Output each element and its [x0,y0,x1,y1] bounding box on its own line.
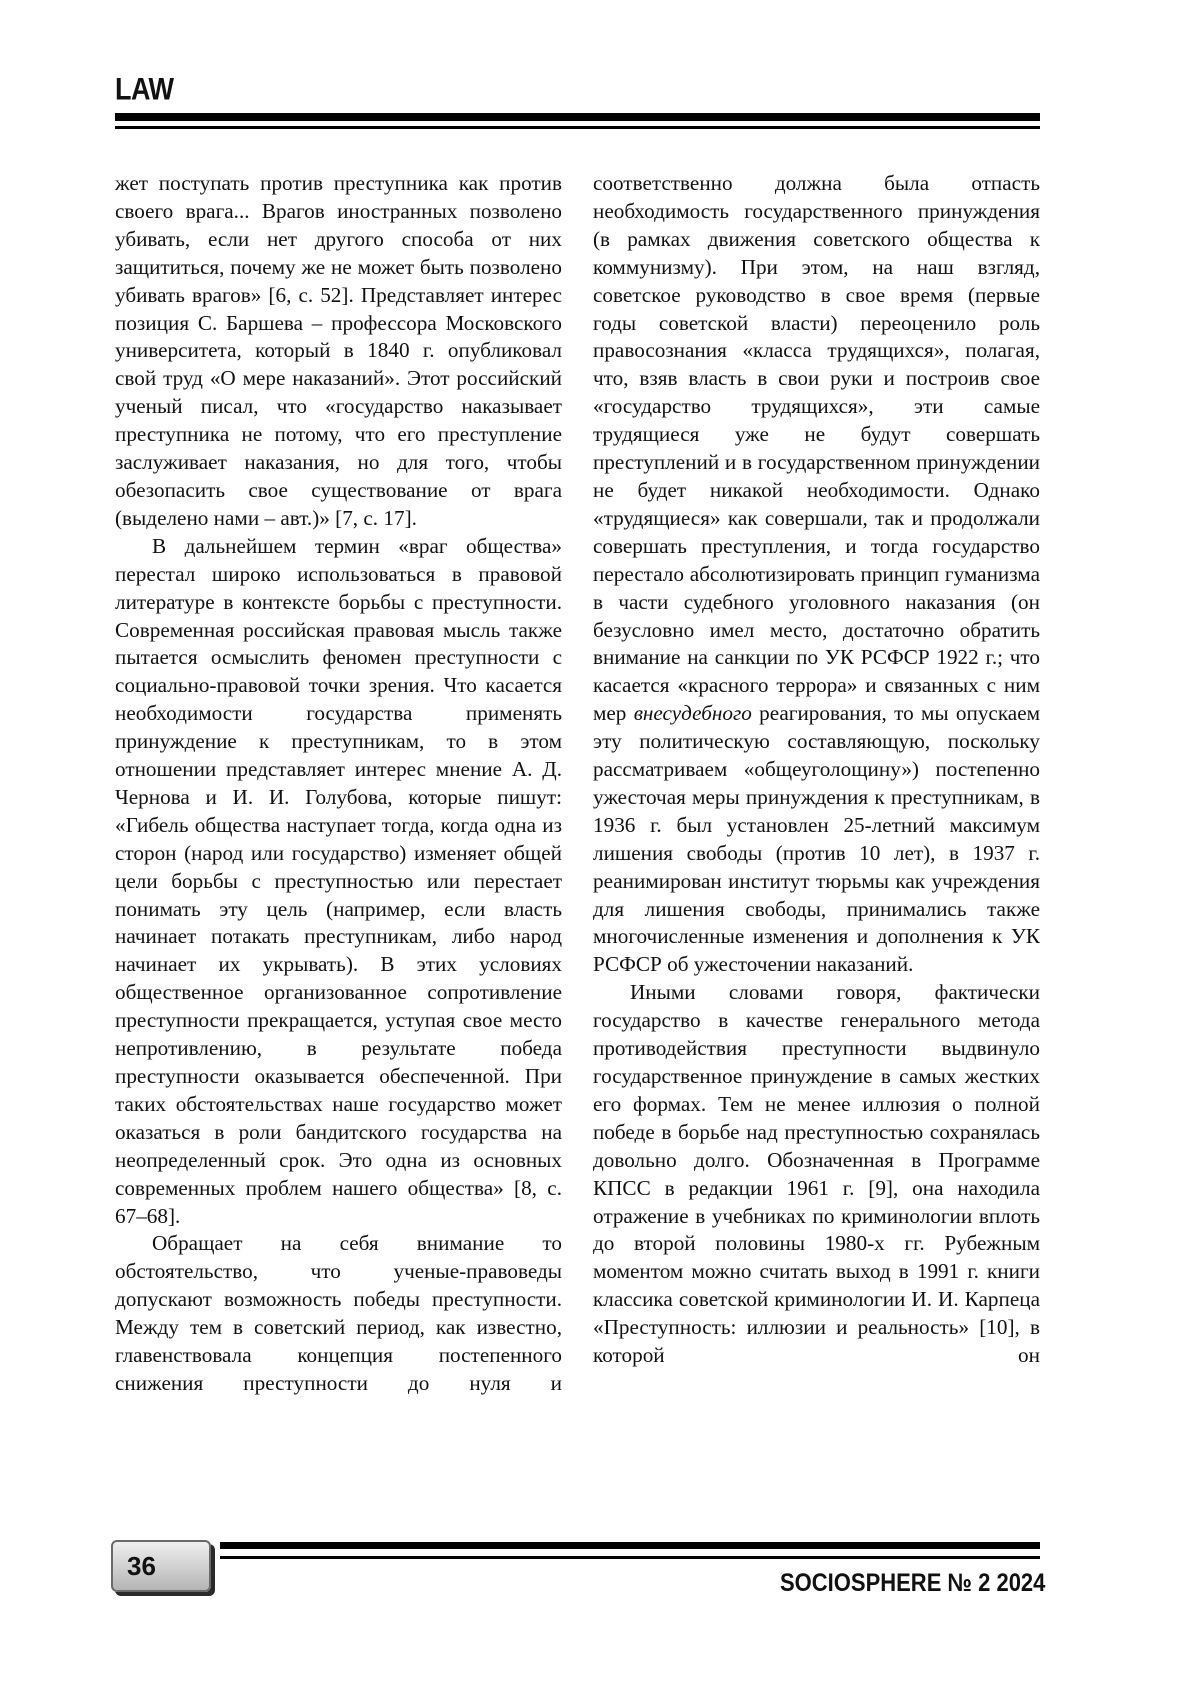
left-paragraph-1: жет поступать против преступника как против своего врага... Врагов иностранных позволено убивать, если нет другого способа от них защититься, почему же не может быть позволено убивать врагов» [6, с. 52]. Представляет интерес позиция С. Баршева – профессора Московского университета, который в 1840 г. опубликовал свой труд «О мере наказаний». Этот российский ученый писал, что «государство наказывает преступника не потому, что его преступление заслуживает наказания, но для того, чтобы обезопасить свое существование от врага (выделено нами – авт.)» [7, с. 17]. [115,171,562,530]
page-number-tab [111,1540,211,1592]
left-paragraph-3: Обращает на себя внимание то обстоятельство, что ученые-правоведы допускают возможность победы преступности. Между тем в советский период, как известно, главенствовала концепция постепенного снижения преступности до нуля и [115,1231,562,1395]
right-paragraph-2: Иными словами говоря, фактически государство в качестве генерального метода противодействия преступности выдвинуло государственное принуждение в самых жестких его формах. Тем не менее иллюзия о полной победе в борьбе над преступностью сохранялась довольно долго. Обозначенная в Программе КПСС в редакции 1961 г. [9], она находила отражение в учебниках по криминологии вплоть до второй половины 1980-х гг. Рубежным моментом можно считать выход в 1991 г. книги классика советской криминологии И. И. Карпеца «Преступность: иллюзии и реальность» [10], в которой он [593,980,1040,1368]
right-paragraph-1-part-b: реагирования, то мы опускаем эту политическую составляющую, поскольку рассматриваем «общеуголощину») постепенно ужесточая меры принуждения к преступникам, в 1936 г. был установлен 25-летний максимум лишения свободы (против 10 лет), в 1937 г. реанимирован институт тюрьмы как учреждения для лишения свободы, принимались также многочисленные изменения и дополнения к УК РСФСР об ужесточении наказаний. [593,701,1041,977]
right-paragraph-1-emphasis: внесудебного [633,701,752,726]
right-column [593,170,1040,1370]
header-rule-thin [115,126,1040,129]
header-rule-thick [115,113,1040,121]
left-paragraph-2: В дальнейшем термин «враг общества» перестал широко использоваться в правовой литературе в контексте борьбы с преступности. Современная российская правовая мысль также пытается осмыслить феномен преступности с социально-правовой точки зрения. Что касается необходимости государства применять принуждение к преступникам, то в этом отношении представляет интерес мнение А. Д. Чернова и И. И. Голубова, которые пишут: «Гибель общества наступает тогда, когда одна из сторон (народ или государство) изменяет общей цели борьбы с преступностью или перестает понимать эту цель (например, если власть начинает потакать преступникам, либо народ начинает их укрывать). В этих условиях общественное организованное сопротивление преступности прекращается, уступая свое место непротивлению, в результате победа преступности оказывается обеспеченной. При таких обстоятельствах наше государство может оказаться в роли бандитского государства на неопределенный срок. Это одна из основных современных проблем нашего общества» [8, с. 67–68]. [115,533,562,1228]
right-paragraph-1-part-a: соответственно должна была отпасть необходимость государственного принуждения (в рамках движения советского общества к коммунизму). При этом, на наш взгляд, советское руководство в свое время (первые годы советской власти) переоценило роль правосознания «класса трудящихся», полагая, что, взяв власть в свои руки и построив свое «государство трудящихся», эти самые трудящиеся уже не будут совершать преступлений и в государственном принуждении не будет никакой необходимости. Однако «трудящиеся» как совершали, так и продолжали совершать преступления, и тогда государство перестало абсолютизировать принцип гуманизма в части судебного уголовного наказания (он безусловно имел место, достаточно обратить внимание на санкции по УК РСФСР 1922 г.; что касается «красного террора» и связанных с ним мер [593,171,1040,726]
right-paragraph-1 [593,170,1040,979]
footer-rule-thick [220,1542,1040,1549]
section-label: LAW [115,72,174,107]
journal-name: SOCIOSPHERE № 2 2024 [780,1568,1046,1597]
left-column [115,170,562,1398]
page-number: 36 [127,1550,156,1581]
footer-rule-thin [220,1556,1040,1559]
